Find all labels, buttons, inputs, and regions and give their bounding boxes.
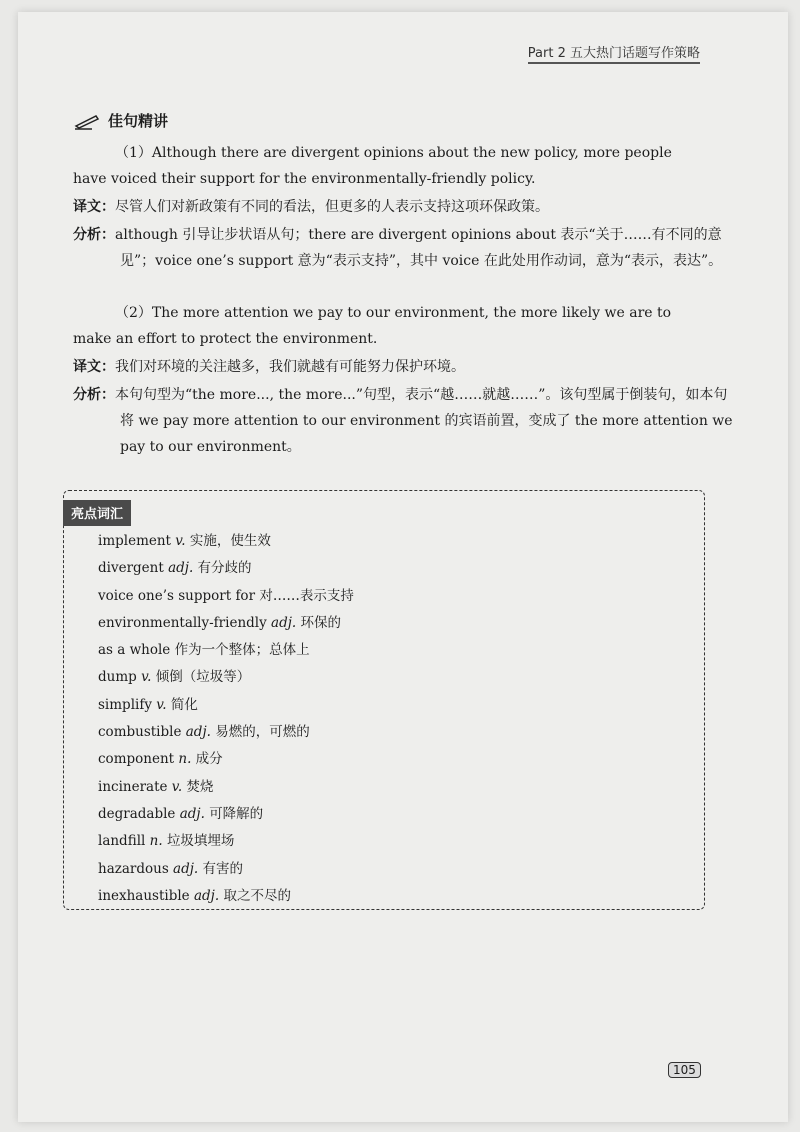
- vocab-meaning: 对……表示支持: [259, 587, 354, 604]
- vocab-item: [98, 828, 354, 855]
- vocab-meaning: 作为一个整体；总体上: [174, 642, 310, 659]
- analysis-label: 分析：: [73, 387, 115, 403]
- vocab-meaning: 成分: [195, 751, 223, 768]
- vocab-item: [98, 528, 354, 555]
- pen-note-icon: [74, 112, 100, 130]
- vocab-meaning: 可降解的: [209, 805, 264, 822]
- vocab-item: [98, 801, 354, 828]
- vocab-word: dump: [98, 669, 137, 686]
- vocab-word: combustible: [98, 724, 182, 741]
- sentence-2-translation: [73, 354, 735, 380]
- vocab-item: [98, 664, 354, 691]
- vocab-word: degradable: [98, 805, 176, 822]
- header-title: Part 2 五大热门话题写作策略: [527, 46, 700, 61]
- vocab-meaning: 焚烧: [186, 778, 214, 795]
- vocab-item: [98, 692, 354, 719]
- vocab-item: [98, 856, 354, 883]
- translation-label: 译文：: [73, 359, 115, 375]
- vocab-word: hazardous: [98, 860, 169, 877]
- vocab-pos: adj.: [271, 614, 297, 631]
- vocab-word: voice one’s support for: [98, 587, 256, 604]
- vocab-word: simplify: [98, 696, 152, 713]
- vocab-word: divergent: [98, 560, 164, 577]
- header-rule: [528, 62, 700, 64]
- vocab-meaning: 简化: [170, 696, 198, 713]
- sentence-2-analysis: [73, 382, 735, 460]
- vocab-item: [98, 555, 354, 582]
- sentence-1-english: （1）Although there are divergent opinions about the new policy, more people have voiced their support for the environmentally-friendly policy.: [73, 145, 672, 187]
- vocab-word: implement: [98, 533, 171, 549]
- vocab-meaning: 有害的: [202, 860, 244, 877]
- analysis-label: 分析：: [73, 227, 115, 243]
- vocab-pos: n.: [178, 751, 192, 768]
- sentence-2-english: （2）The more attention we pay to our environment, the more likely we are to make an effort to protect the environment.: [73, 305, 672, 347]
- book-page: [18, 12, 788, 1122]
- vocab-meaning: 易燃的，可燃的: [215, 724, 310, 741]
- vocab-item: [98, 637, 354, 664]
- vocab-word: component: [98, 751, 175, 768]
- vocab-pos: v.: [175, 533, 186, 549]
- vocab-word: as a whole: [98, 642, 171, 659]
- vocab-item: [98, 746, 354, 773]
- vocab-pos: adj.: [193, 887, 220, 904]
- sentence-1-analysis: [73, 222, 735, 274]
- vocab-word: landfill: [98, 833, 146, 850]
- vocab-item: [98, 719, 354, 746]
- vocab-pos: adj.: [185, 724, 211, 741]
- translation-text: 我们对环境的关注越多，我们就越有可能努力保护环境。: [115, 359, 465, 375]
- vocab-pos: adj.: [179, 805, 205, 822]
- vocab-meaning: 垃圾填埋场: [166, 833, 235, 850]
- vocab-item: [98, 883, 354, 910]
- page-header: [18, 12, 788, 72]
- vocab-item: [98, 774, 354, 801]
- vocab-pos: v.: [171, 778, 183, 795]
- vocab-list: [98, 528, 354, 910]
- vocab-item: [98, 583, 354, 610]
- section-heading: [74, 110, 168, 131]
- page-number: 105: [668, 1062, 701, 1078]
- section-title: 佳句精讲: [108, 112, 169, 130]
- vocab-pos: adj.: [173, 860, 199, 877]
- vocab-word: inexhaustible: [98, 887, 190, 904]
- vocab-meaning: 有分歧的: [197, 560, 252, 577]
- vocab-meaning: 实施，使生效: [189, 533, 271, 549]
- vocab-pos: v.: [156, 696, 167, 713]
- translation-label: 译文：: [73, 199, 115, 215]
- vocab-pos: v.: [141, 669, 152, 686]
- translation-text: 尽管人们对新政策有不同的看法，但更多的人表示支持这项环保政策。: [115, 199, 549, 215]
- vocab-item: [98, 610, 354, 637]
- vocab-meaning: 取之不尽的: [223, 887, 291, 904]
- sentence-1-translation: [73, 194, 735, 220]
- vocab-meaning: 环保的: [300, 614, 341, 631]
- vocab-pos: n.: [149, 833, 163, 850]
- vocab-pos: adj.: [168, 560, 194, 577]
- vocab-meaning: 倾倒（垃圾等）: [155, 669, 251, 686]
- vocab-title-tag: 亮点词汇: [63, 500, 131, 526]
- vocab-word: incinerate: [98, 778, 168, 795]
- analysis-text: 本句句型为“the more..., the more...”句型，表示“越……就越……”。该句型属于倒装句，如本句将 we pay more attention to our environment 的宾语前置，变成了 the more attention we pay to our environment。: [115, 387, 733, 455]
- vocab-word: environmentally-friendly: [98, 614, 267, 631]
- analysis-text: although 引导让步状语从句；there are divergent opinions about 表示“关于……有不同的意见”；voice one’s support 意为“表示支持”，其中 voice 在此处用作动词，意为“表示，表达”。: [115, 227, 723, 269]
